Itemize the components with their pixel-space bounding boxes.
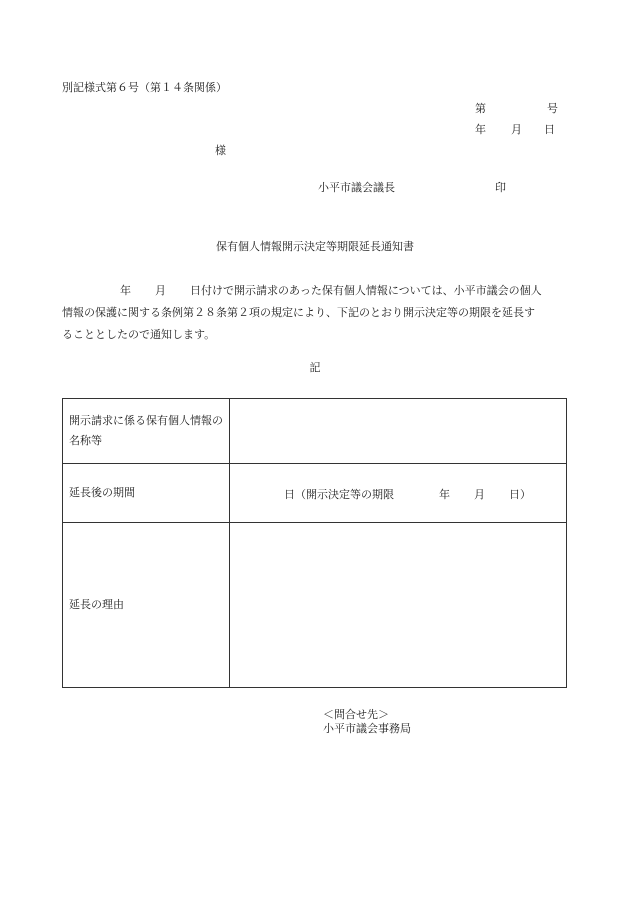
table-row-reason [63, 523, 566, 688]
table-row-extended-period [63, 464, 566, 523]
body-month-label: 月 [155, 284, 166, 297]
details-table [62, 398, 567, 688]
date-year-label: 年 [475, 123, 486, 136]
contact-office: 小平市議会事務局 [323, 722, 411, 735]
body-line-1-text: 日付けで開示請求のあった保有個人情報については、小平市議会の個人 [190, 284, 542, 297]
contact-label: ＜問合せ先＞ [323, 708, 389, 721]
body-line-1 [62, 280, 570, 302]
period-day-close: 日） [509, 488, 531, 501]
period-year-label: 年 [439, 488, 450, 501]
date-month-label: 月 [511, 123, 522, 136]
extended-period-label: 延長後の期間 [69, 486, 135, 499]
reason-label: 延長の理由 [69, 598, 124, 611]
addressee-honorific: 様 [215, 144, 226, 157]
ki-heading: 記 [309, 361, 321, 374]
body-line-3: ることとしたので通知します。 [62, 328, 216, 341]
date-day-label: 日 [544, 123, 555, 136]
column-divider [229, 523, 230, 688]
info-name-label: 開示請求に係る保有個人情報の名称等 [69, 414, 223, 447]
period-month-label: 月 [474, 488, 485, 501]
document-number-label: 第 [475, 102, 486, 115]
document-number-suffix: 号 [547, 102, 558, 115]
document-title: 保有個人情報開示決定等期限延長通知書 [216, 240, 414, 253]
body-line-2: 情報の保護に関する条例第２８条第２項の規定により、下記のとおり開示決定等の期限を延長す [62, 306, 535, 319]
period-day-text: 日（開示決定等の期限 [284, 488, 394, 501]
extended-period-value [230, 489, 566, 500]
form-number: 別記様式第６号（第１４条関係） [62, 81, 227, 94]
table-row-info-name [63, 399, 566, 464]
body-year-label: 年 [120, 284, 131, 297]
seal-mark: 印 [495, 181, 506, 194]
column-divider [229, 399, 230, 463]
body-text [62, 280, 570, 346]
issuer-name: 小平市議会議長 [318, 181, 395, 194]
